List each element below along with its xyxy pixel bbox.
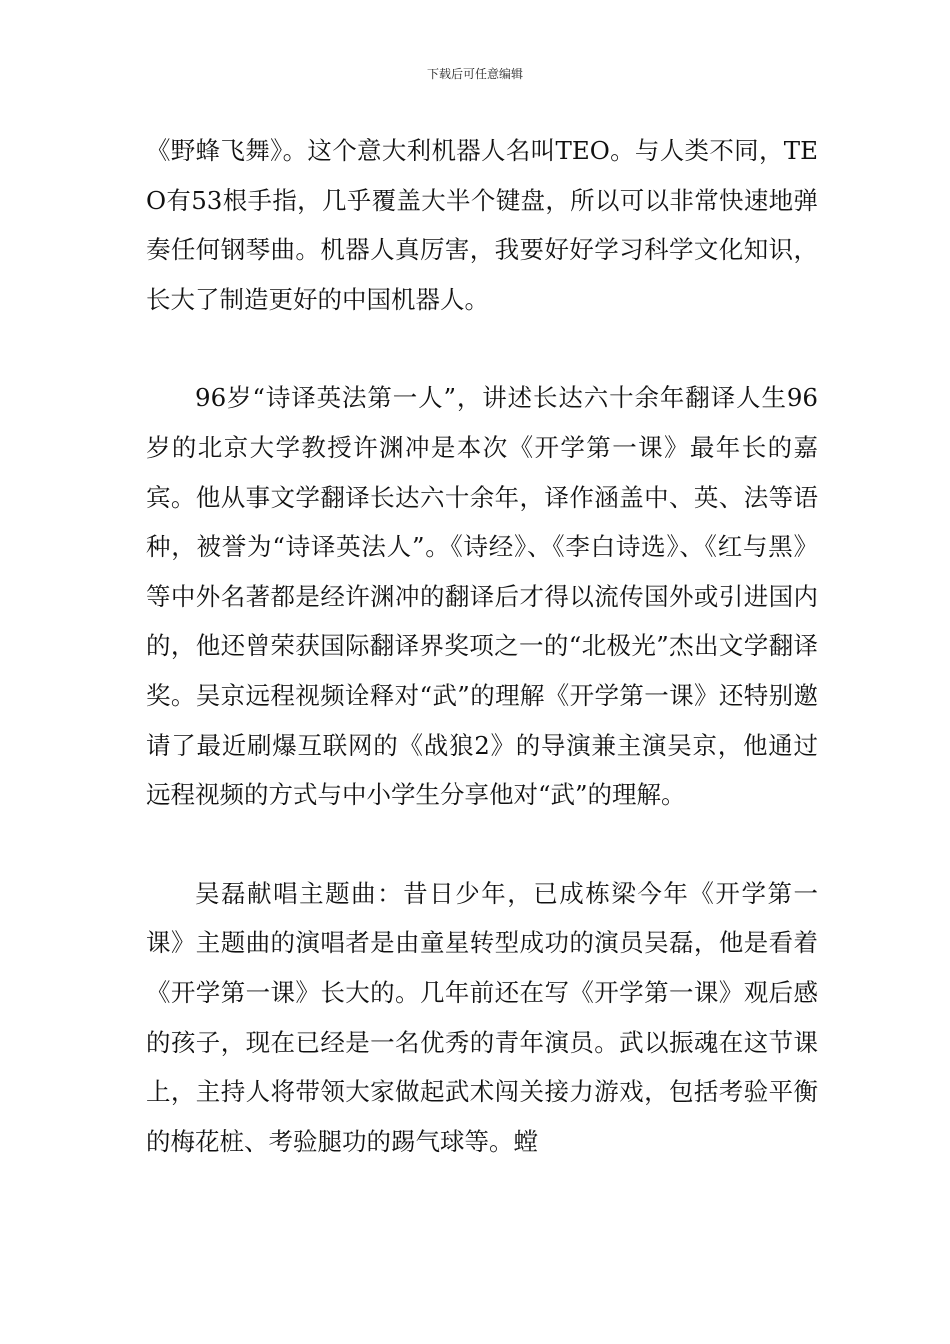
paragraph-translator: 96岁“诗译英法第一人”，讲述长达六十余年翻译人生96岁的北京大学教授许渊冲是本次《开学第一课》最年长的嘉宾。他从事文学翻译长达六十余年，译作涵盖中、英、法等语种，被誉为“诗译英法人”。《诗经》、《李白诗选》、《红与黑》等中外名著都是经许渊冲的翻译后才得以流传国外或引进国内的，他还曾荣获国际翻译界奖项之一的“北极光”杰出文学翻译奖。吴京远程视频诠释对“武”的理解《开学第一课》还特别邀请了最近刷爆互联网的《战狼2》的导演兼主演吴京，他通过远程视频的方式与中小学生分享他对“武”的理解。: [146, 383, 818, 810]
paragraph-robot: 《野蜂飞舞》。这个意大利机器人名叫TEO。与人类不同，TEO有53根手指，几乎覆盖大半个键盘，所以可以非常快速地弹奏任何钢琴曲。机器人真厉害，我要好好学习科学文化知识，长大了制造更好的中国机器人。: [146, 136, 818, 314]
document-body: [146, 126, 818, 1166]
page-header: 下载后可任意编辑: [426, 67, 523, 81]
paragraph-theme-song: 吴磊献唱主题曲：昔日少年，已成栋梁今年《开学第一课》主题曲的演唱者是由童星转型成功的演员吴磊，他是看着《开学第一课》长大的。几年前还在写《开学第一课》观后感的孩子，现在已经是一名优秀的青年演员。武以振魂在这节课上，主持人将带领大家做起武术闯关接力游戏，包括考验平衡的梅花桩、考验腿功的踢气球等。螳: [146, 878, 818, 1156]
